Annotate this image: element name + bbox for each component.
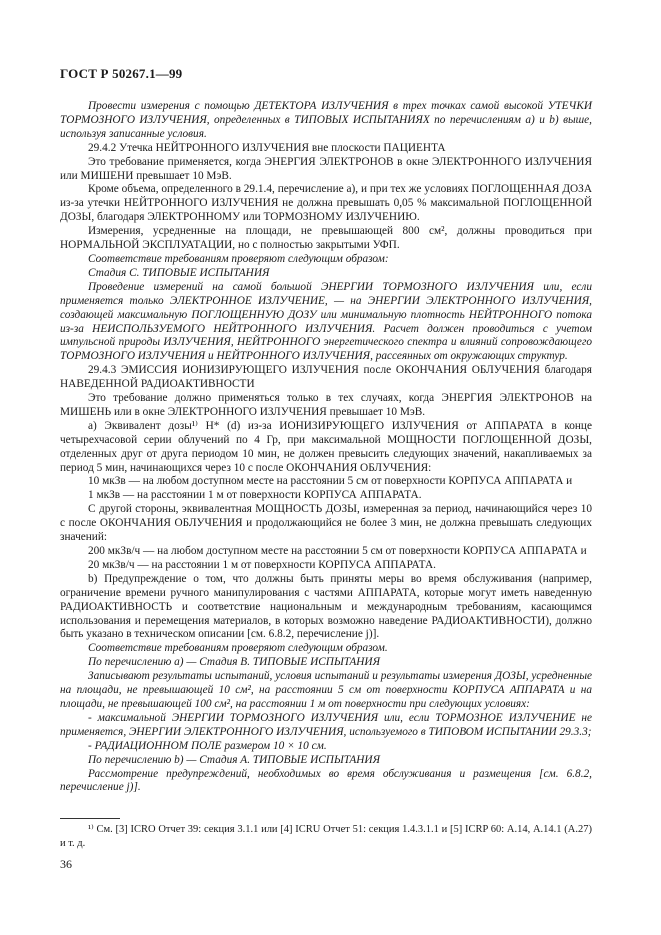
paragraph: 1 мкЗв — на расстоянии 1 м от поверхности КОРПУСА АППАРАТА. (88, 489, 422, 502)
page-number: 36 (60, 857, 72, 871)
paragraph: Измерения, усредненные на площади, не превышающей 800 см², должны проводиться при НОРМАЛЬНОЙ ЭКСПЛУАТАЦИИ, но с полностью закрытыми УФП. (60, 225, 592, 252)
paragraph: Соответствие требованиям проверяют следующим образом. (88, 642, 388, 655)
paragraph: - максимальной ЭНЕРГИИ ТОРМОЗНОГО ИЗЛУЧЕНИЯ или, если ТОРМОЗНОЕ ИЗЛУЧЕНИЕ не применяется, ЭНЕРГИИ ЭЛЕКТРОННОГО ИЗЛУЧЕНИЯ, используемого в ТИПОВОМ ИСПЫТАНИИ 29.3.3; (60, 711, 592, 738)
paragraph: Записывают результаты испытаний, условия испытаний и результаты измерения ДОЗЫ, усредненные на площади, не превышающей 10 см², на расстоянии 5 см от поверхности КОРПУСА АППАРАТА и на площади, не превышающей 100 см², на расстоянии 1 м от поверхности при следующих условиях: (60, 670, 592, 710)
paragraph: 29.4.2 Утечка НЕЙТРОННОГО ИЗЛУЧЕНИЯ вне плоскости ПАЦИЕНТА (88, 141, 446, 154)
paragraph: 29.4.3 ЭМИССИЯ ИОНИЗИРУЮЩЕГО ИЗЛУЧЕНИЯ после ОКОНЧАНИЯ ОБЛУЧЕНИЯ благодаря НАВЕДЕННОЙ РАДИОАКТИВНОСТИ (60, 364, 592, 391)
paragraph: 10 мкЗв — на любом доступном месте на расстоянии 5 см от поверхности КОРПУСА АППАРАТА и (88, 475, 573, 488)
paragraph: Рассмотрение предупреждений, необходимых во время обслуживания и размещения [см. 6.8.2, перечисление j)]. (60, 767, 592, 794)
paragraph: С другой стороны, эквивалентная МОЩНОСТЬ ДОЗЫ, измеренная за период, начинающийся через 10 с после ОКОНЧАНИЯ ОБЛУЧЕНИЯ и продолжающийся не более 3 мин, не должна превышать следующих значений: (60, 503, 592, 544)
paragraph: Это требование применяется, когда ЭНЕРГИЯ ЭЛЕКТРОНОВ в окне ЭЛЕКТРОННОГО ИЗЛУЧЕНИЯ или МИШЕНИ превышает 10 МэВ. (60, 155, 592, 182)
document-header: ГОСТ Р 50267.1—99 (60, 66, 183, 81)
paragraph: Кроме объема, определенного в 29.1.4, перечисление а), и при тех же условиях ПОГЛОЩЕННАЯ ДОЗА из-за утечки НЕЙТРОННОГО ИЗЛУЧЕНИЯ не должна превышать 0,05 % максимальной ПОГЛОЩЕННОЙ ДОЗЫ, благодаря ЭЛЕКТРОННОМУ или ТОРМОЗНОМУ ИЗЛУЧЕНИЮ. (60, 183, 592, 224)
paragraph: а) Эквивалент дозы¹⁾ Н* (d) из-за ИОНИЗИРУЮЩЕГО ИЗЛУЧЕНИЯ от АППАРАТА в конце четырехчасовой серии облучений по 4 Гр, при максимальной МОЩНОСТИ ПОГЛОЩЕННОЙ ДОЗЫ, отделенных друг от друга периодом 10 мин, не должен превысить следующих значений, накапливаемых за период 5 мин, начинающихся через 10 с после ОКОНЧАНИЯ ОБЛУЧЕНИЯ: (60, 419, 592, 474)
paragraph: Провести измерения с помощью ДЕТЕКТОРА ИЗЛУЧЕНИЯ в трех точках самой высокой УТЕЧКИ ТОРМОЗНОГО ИЗЛУЧЕНИЯ, определенных в ТИПОВЫХ ИСПЫТАНИЯХ по перечислениям а) и b) выше, используя записанные условия. (60, 100, 592, 140)
paragraph: b) Предупреждение о том, что должны быть приняты меры во время обслуживания (например, ограничение времени ручного манипулирования с частями АППАРАТА, которые могут иметь наведенную РАДИОАКТИВНОСТЬ и соответствие национальным и международным требованиям, касающимся использования и перемещения материалов, в которых возможно наведение РАДИОАКТИВНОСТИ), должно быть указано в техническом описании [см. 6.8.2, перечисление j)]. (60, 572, 592, 641)
paragraph: Проведение измерений на самой большой ЭНЕРГИИ ТОРМОЗНОГО ИЗЛУЧЕНИЯ или, если применяется только ЭЛЕКТРОННОЕ ИЗЛУЧЕНИЕ, — на ЭНЕРГИИ ЭЛЕКТРОННОГО ИЗЛУЧЕНИЯ, создающей максимальную ПОГЛОЩЕННУЮ ДОЗУ или минимальную плотность НЕЙТРОННОГО потока из-за НЕИСПОЛЬЗУЕМОГО НЕЙТРОННОГО ИЗЛУЧЕНИЯ. Расчет должен проводиться с учетом импульсной природы ИЗЛУЧЕНИЯ, НЕЙТРОННОГО энергетического спектра и влияний сопровождающего ТОРМОЗНОГО ИЗЛУЧЕНИЯ и НЕЙТРОННОГО ИЗЛУЧЕНИЯ, рассеянных от окружающих структур. (60, 280, 592, 363)
paragraph: Стадия С. ТИПОВЫЕ ИСПЫТАНИЯ (88, 266, 270, 279)
paragraph: Соответствие требованиям проверяют следующим образом: (88, 252, 389, 265)
footnote-divider (60, 818, 120, 819)
paragraph: - РАДИАЦИОННОМ ПОЛЕ размером 10 × 10 см. (88, 739, 327, 752)
paragraph: Это требование должно применяться только в тех случаях, когда ЭНЕРГИЯ ЭЛЕКТРОНОВ на МИШЕНЬ или в окне ЭЛЕКТРОННОГО ИЗЛУЧЕНИЯ превышает 10 МэВ. (60, 392, 592, 418)
footnote: ¹⁾ См. [3] ICRO Отчет 39: секция 3.1.1 или [4] ICRU Отчет 51: секция 1.4.3.1.1 и [5] ICRP 60: А.14, А.14.1 (А.27) и т. д. (60, 824, 592, 849)
body-text (60, 100, 592, 795)
paragraph: 200 мкЗв/ч — на любом доступном месте на расстоянии 5 см от поверхности КОРПУСА АППАРАТА и (88, 545, 587, 557)
paragraph: По перечислению b) — Стадия А. ТИПОВЫЕ ИСПЫТАНИЯ (88, 753, 381, 766)
paragraph: По перечислению а) — Стадия В. ТИПОВЫЕ ИСПЫТАНИЯ (88, 656, 381, 669)
paragraph: 20 мкЗв/ч — на расстоянии 1 м от поверхности КОРПУСА АППАРАТА. (88, 558, 437, 571)
